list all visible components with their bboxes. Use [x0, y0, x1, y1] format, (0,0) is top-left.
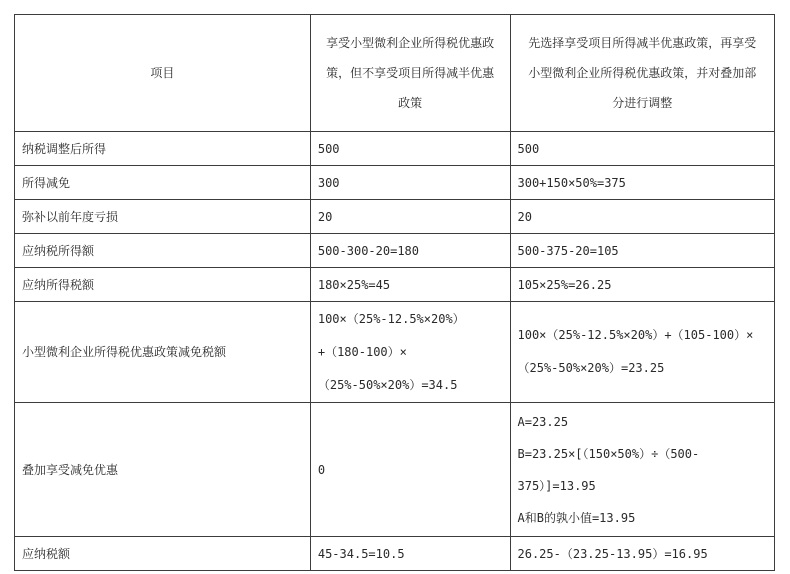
formula-line: A=23.25: [517, 414, 569, 429]
tax-comparison-table: [14, 14, 775, 571]
row-label: 纳税调整后所得: [15, 132, 311, 166]
formula-line: 375）]=13.95: [517, 478, 596, 493]
header-option-a-line: 策，但不享受项目所得减半优惠: [326, 66, 495, 80]
option-a-formula: [310, 302, 510, 403]
option-a-value: 45-34.5=10.5: [310, 537, 510, 571]
row-label: 所得减免: [15, 166, 311, 200]
header-row: [15, 15, 775, 132]
row-label: 应纳所得税额: [15, 268, 311, 302]
row-label: 应纳税额: [15, 537, 311, 571]
formula-line: A和B的孰小值=13.95: [517, 510, 636, 525]
option-a-value: 180×25%=45: [310, 268, 510, 302]
table-row: [15, 268, 775, 302]
formula-line: 100×（25%-12.5%×20%）: [317, 311, 465, 326]
option-b-value: 20: [510, 200, 775, 234]
option-a-value: 300: [310, 166, 510, 200]
final-row: [15, 537, 775, 571]
table-row: [15, 234, 775, 268]
formula-line: （25%-50%×20%）=23.25: [517, 361, 665, 375]
option-a-value: 0: [310, 403, 510, 537]
formula-line: B=23.25×[（150×50%）÷（500-: [517, 446, 700, 461]
header-option-a-line: 政策: [398, 96, 423, 110]
header-option-b-line: 先选择享受项目所得减半优惠政策，再享受: [528, 36, 757, 50]
header-option-b-line: 小型微利企业所得税优惠政策，并对叠加部: [528, 66, 757, 80]
table-row: [15, 200, 775, 234]
option-a-value: 20: [310, 200, 510, 234]
header-option-a-line: 享受小型微利企业所得税优惠政: [326, 36, 495, 50]
option-b-value: 26.25-（23.25-13.95）=16.95: [510, 537, 775, 571]
header-option-b-line: 分进行调整: [612, 96, 673, 110]
row-label: 小型微利企业所得税优惠政策减免税额: [15, 302, 311, 403]
header-item: 项目: [15, 15, 311, 132]
relief-row: [15, 302, 775, 403]
option-b-formula: [510, 403, 775, 537]
option-a-value: 500-300-20=180: [310, 234, 510, 268]
option-b-value: 500-375-20=105: [510, 234, 775, 268]
formula-line: 100×（25%-12.5%×20%）+（105-100）×: [517, 328, 754, 342]
table-row: [15, 166, 775, 200]
row-label: 应纳税所得额: [15, 234, 311, 268]
overlap-row: [15, 403, 775, 537]
formula-line: +（180-100）×: [317, 344, 407, 359]
header-option-b: [510, 15, 775, 132]
formula-line: （25%-50%×20%）=34.5: [317, 377, 458, 392]
option-b-value: 105×25%=26.25: [510, 268, 775, 302]
row-label: 叠加享受减免优惠: [15, 403, 311, 537]
option-b-value: 300+150×50%=375: [510, 166, 775, 200]
option-a-value: 500: [310, 132, 510, 166]
option-b-formula: [510, 302, 775, 403]
table-row: [15, 132, 775, 166]
header-option-a: [310, 15, 510, 132]
option-b-value: 500: [510, 132, 775, 166]
row-label: 弥补以前年度亏损: [15, 200, 311, 234]
